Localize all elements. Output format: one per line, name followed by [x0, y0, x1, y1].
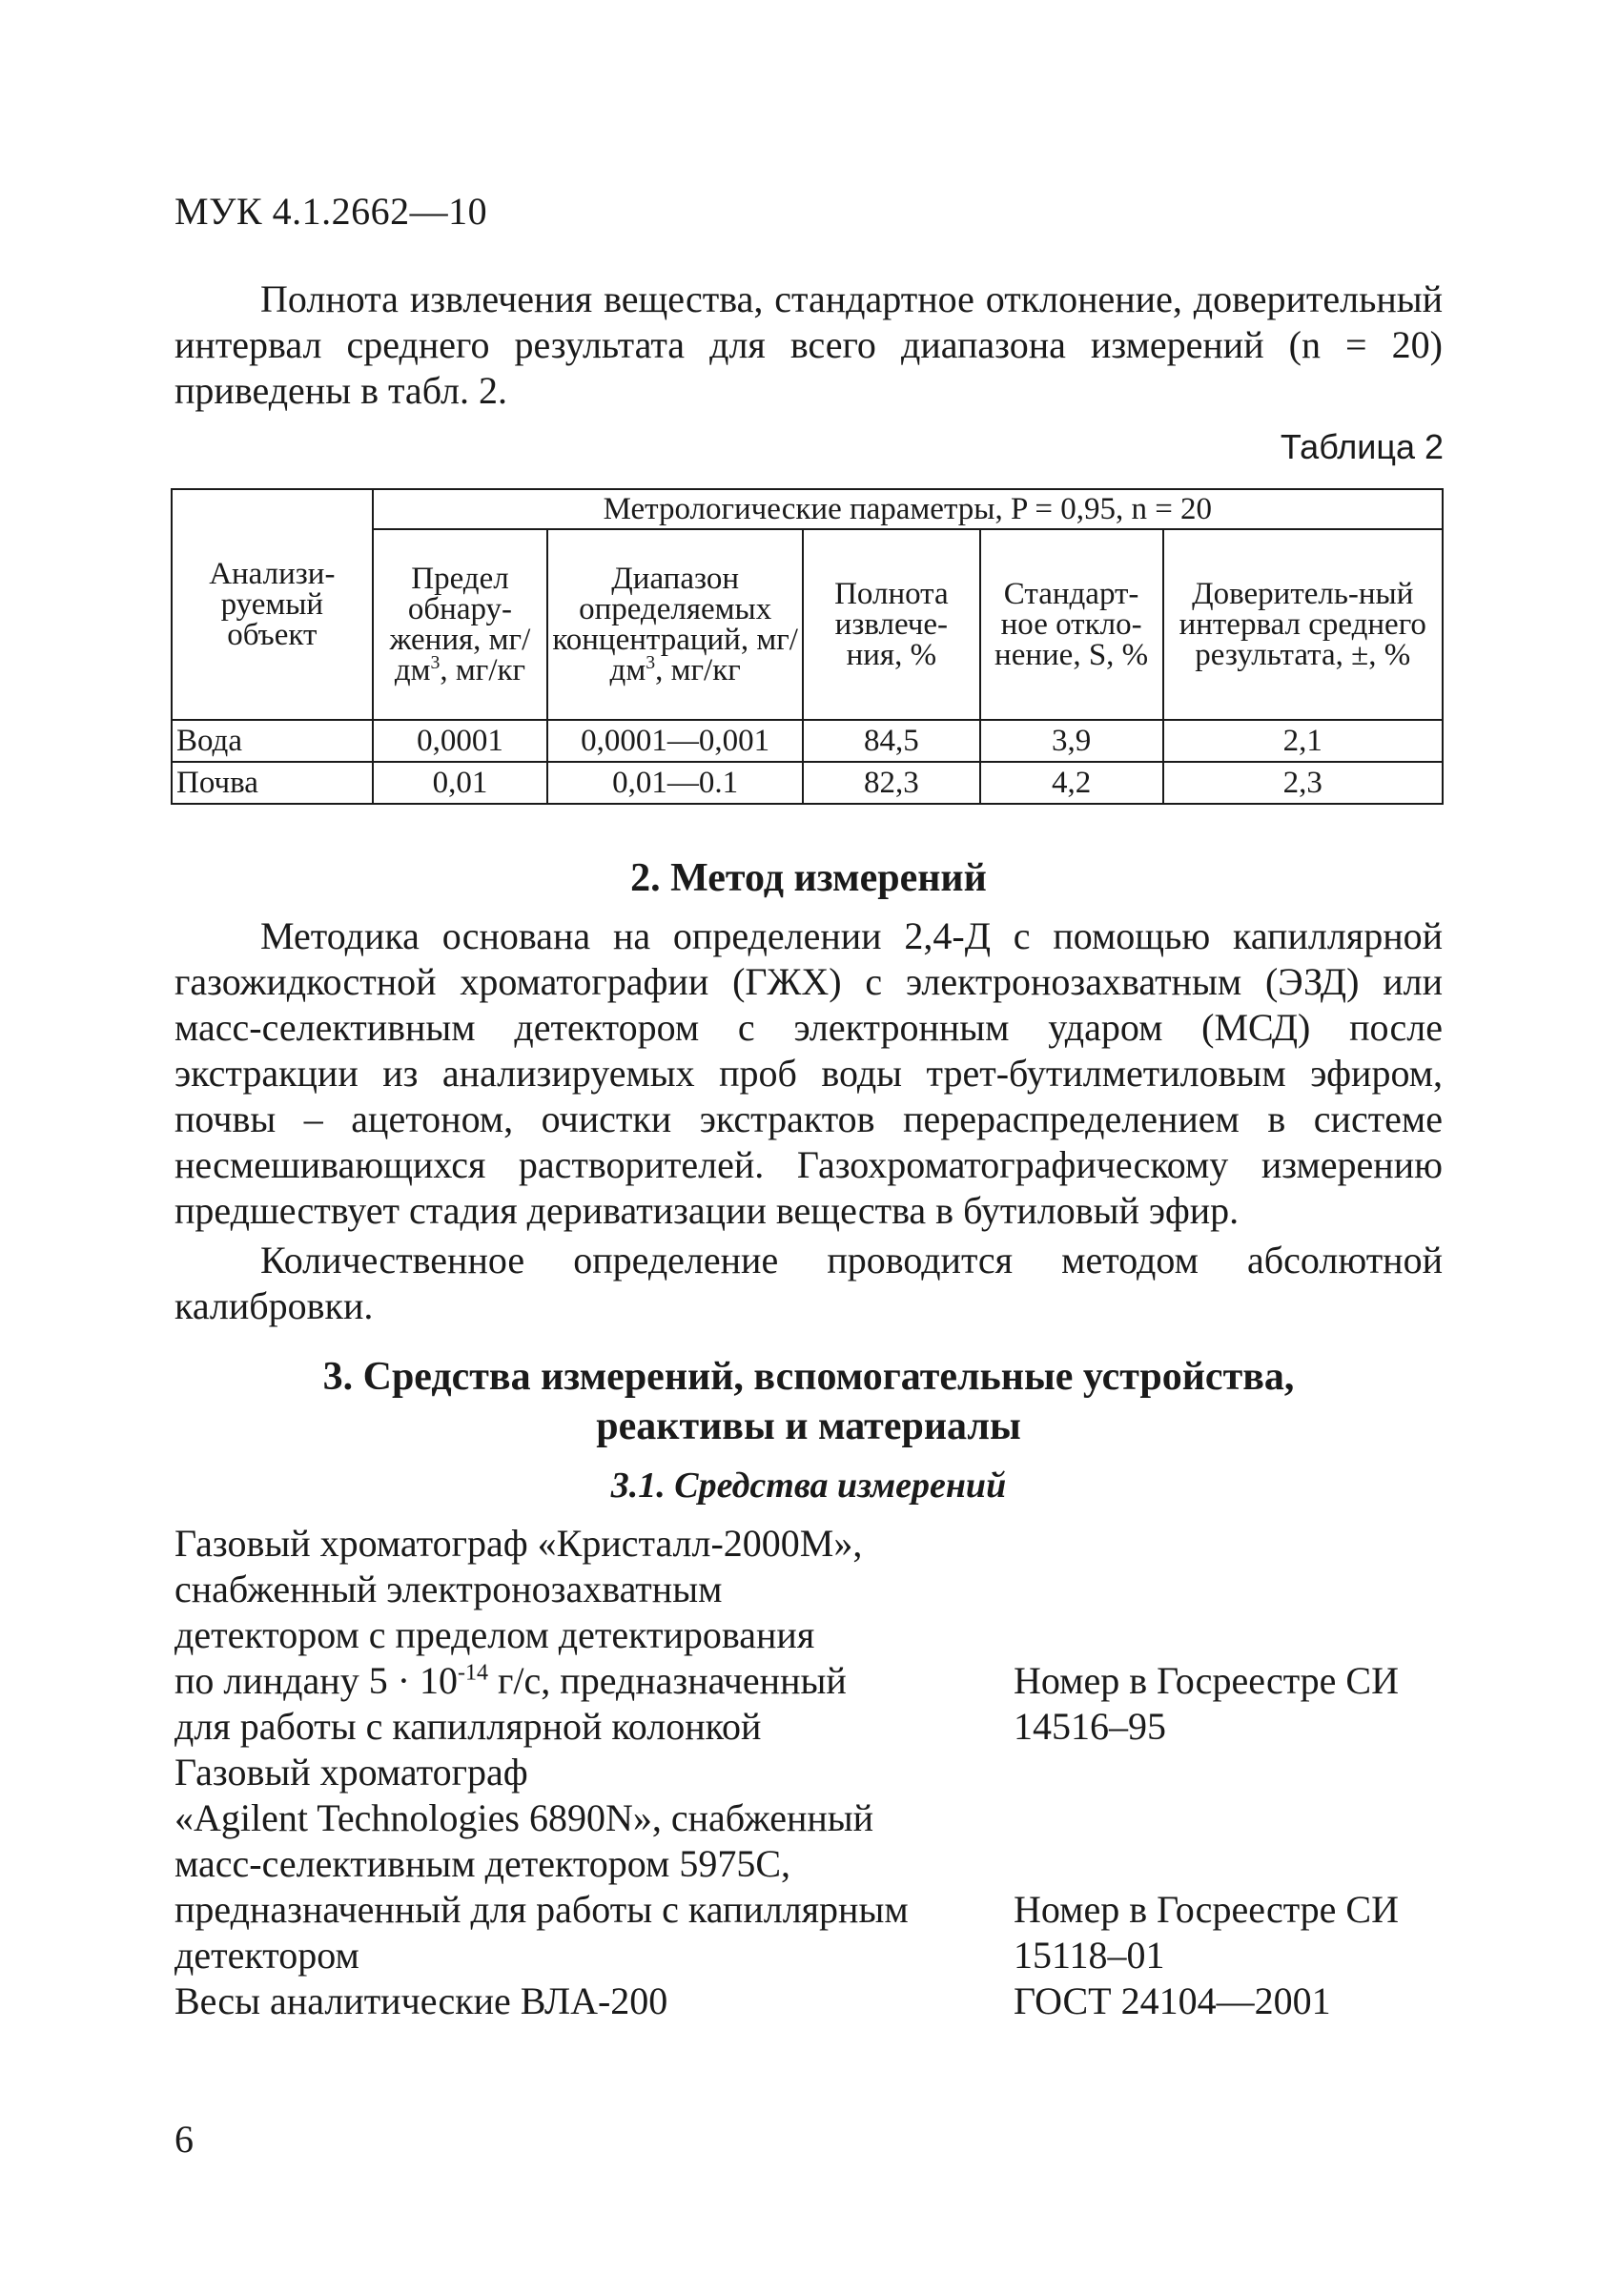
table-row	[172, 762, 1443, 804]
cell-recovery: 82,3	[803, 762, 980, 804]
header-interval: Доверитель-ный интервал среднего результата, ±, %	[1163, 529, 1444, 720]
metrology-table	[171, 488, 1444, 805]
instrument-line: по линдану $5 \cdot 10^{-14}$ г/с, предназначенный Номер в Госреестре СИ	[174, 1659, 1399, 1702]
instruments-list	[174, 1521, 1443, 2024]
header-recovery: Полнота извлече-ния, %	[803, 529, 980, 720]
header-limit: Предел обнару-жения, $мг/дм^3$, мг/кг	[373, 529, 548, 720]
document-header: МУК 4.1.2662—10	[174, 190, 488, 233]
cell-object: Вода	[172, 720, 373, 762]
instrument-line: снабженный электронозахватным	[174, 1568, 723, 1610]
intro-paragraph: Полнота извлечения вещества, стандартное отклонение, доверительный интервал среднего результата для всего диапазона измерений (n = 20) приведены в табл. 2.	[174, 277, 1443, 412]
header-std: Стандарт-ное откло-нение, S, %	[980, 529, 1163, 720]
instrument-line: для работы с капиллярной колонкой 14516–95	[174, 1705, 1166, 1748]
instrument-line: Газовый хроматограф «Кристалл-2000М»,	[174, 1522, 863, 1565]
table-row	[172, 720, 1443, 762]
header-object: Анализи-руемый объект	[172, 489, 373, 720]
instrument-line: детектором с пределом детектирования	[174, 1613, 815, 1656]
instrument-line: предназначенный для работы с капиллярным Номер в Госреестре СИ	[174, 1888, 1399, 1931]
section-3-title-line-1: 3. Средства измерений, вспомогательные устройства,	[322, 1355, 1295, 1399]
section-3-title-line-2: реактивы и материалы	[596, 1404, 1021, 1448]
page-number: 6	[174, 2118, 194, 2161]
cell-std: 3,9	[980, 720, 1163, 762]
section-2-title: 2. Метод измерений	[630, 856, 987, 900]
standard-number: ГОСТ 24104—2001	[1014, 1979, 1331, 2022]
section-2-paragraph-2: Количественное определение проводится методом абсолютной калибровки.	[174, 1239, 1443, 1327]
registry-number-label: Номер в Госреестре СИ	[1014, 1888, 1399, 1931]
header-group: Метрологические параметры, P = 0,95, n = 20	[373, 489, 1443, 529]
cell-range: 0,0001—0,001	[547, 720, 803, 762]
instrument-line: Весы аналитические ВЛА-200 ГОСТ 24104—2001	[174, 1979, 1331, 2022]
subsection-3-1-title: 3.1. Средства измерений	[610, 1466, 1007, 1506]
section-3-title	[174, 1352, 1443, 1451]
instrument-line: масс-селективным детектором 5975С,	[174, 1842, 791, 1885]
header-range: Диапазон определяемых концентраций, $мг/дм^3$, мг/кг	[547, 529, 803, 720]
instrument-line: детектором 15118–01	[174, 1934, 1165, 1977]
cell-object: Почва	[172, 762, 373, 804]
instrument-line: Газовый хроматограф	[174, 1751, 528, 1794]
cell-interval: 2,3	[1163, 762, 1444, 804]
section-2-paragraph-1: Методика основана на определении 2,4-Д с помощью капиллярной газожидкостной хроматографии (ГЖХ) с электронозахватным (ЭЗД) или масс-селективным детектором с электронным ударом (МСД) после экстракции из анализируемых проб воды трет-бутилметиловым эфиром, почвы – ацетоном, очистки экстрактов перераспределением в системе несмешивающихся растворителей. Газохроматографическому измерению предшествует стадия дериватизации вещества в бутиловый эфир.	[174, 914, 1443, 1232]
cell-interval: 2,1	[1163, 720, 1444, 762]
cell-range: 0,01—0.1	[547, 762, 803, 804]
registry-number: 15118–01	[1014, 1934, 1165, 1977]
registry-number-label: Номер в Госреестре СИ	[1014, 1659, 1399, 1702]
registry-number: 14516–95	[1014, 1705, 1166, 1748]
cell-std: 4,2	[980, 762, 1163, 804]
table-caption: Таблица 2	[1280, 427, 1444, 466]
cell-limit: 0,0001	[373, 720, 548, 762]
instrument-line: «Agilent Technologies 6890N», снабженный	[174, 1796, 874, 1839]
cell-limit: 0,01	[373, 762, 548, 804]
cell-recovery: 84,5	[803, 720, 980, 762]
